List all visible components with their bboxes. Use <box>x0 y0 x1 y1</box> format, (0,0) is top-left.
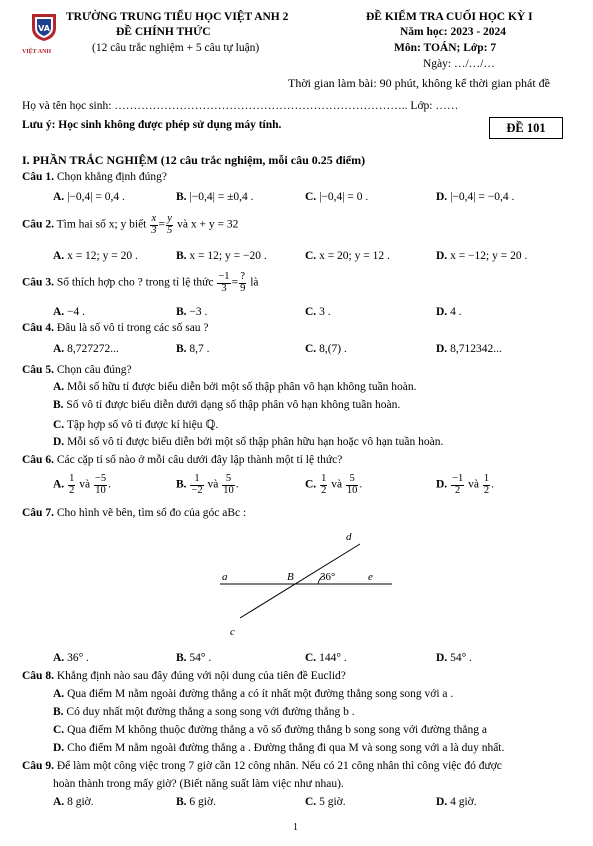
date-line: Ngày: …/…/… <box>423 58 495 70</box>
point-label-b: B <box>287 571 294 583</box>
q8-option-d: D. Cho điểm M nằm ngoài đường thẳng a . Đường thẳng đi qua M và song song với a là duy nhất. <box>53 742 505 754</box>
school-logo <box>30 12 58 42</box>
q3-option-c: C. 3 . <box>305 306 331 318</box>
q9-option-d: D. 4 giờ. <box>436 796 477 808</box>
point-label-c: c <box>230 626 235 638</box>
q4-option-d: D. 8,712342... <box>436 343 502 355</box>
question-1 <box>22 171 167 183</box>
q1-option-c: C. |−0,4| = 0 . <box>305 191 369 203</box>
q7-option-c: C. 144° . <box>305 652 347 664</box>
point-label-d: d <box>346 531 352 543</box>
q7-option-b: B. 54° . <box>176 652 212 664</box>
question-6: Câu 6. Các cặp tỉ số nào ở mỗi câu dưới đây lập thành một tỉ lệ thức? <box>22 454 343 466</box>
question-7: Câu 7. Cho hình vẽ bên, tìm số đo của góc aBc : <box>22 507 247 519</box>
question-label: Câu 1. <box>22 171 54 183</box>
q5-option-b: B. Số vô tỉ được biểu diễn dưới dạng số thập phân vô hạn không tuần hoàn. <box>53 399 401 411</box>
q2-option-d: D. x = −12; y = 20 . <box>436 250 528 262</box>
page-number: 1 <box>293 822 298 833</box>
question-text: Chọn khẳng định đúng? <box>56 171 168 183</box>
q4-option-c: C. 8,(7) . <box>305 343 347 355</box>
angle-label: 36° <box>320 571 336 583</box>
q5-option-c: C. Tập hợp số vô tỉ được kí hiệu ℚ. <box>53 419 219 431</box>
q6-option-c: C. $\frac{1}{2}$ và $\frac{5}{10}$ . <box>305 473 363 496</box>
q4-option-b: B. 8,7 . <box>176 343 210 355</box>
q1-option-d: D. |−0,4| = −0,4 . <box>436 191 515 203</box>
question-9: Câu 9. Để làm một công việc trong 7 giờ cần 12 công nhân. Nếu có 21 công nhân thì công việc đó được <box>22 760 502 772</box>
question-5: Câu 5. Chọn câu đúng? <box>22 364 132 376</box>
q1-option-a: A. |−0,4| = 0,4 . <box>53 191 125 203</box>
point-label-a: a <box>222 571 228 583</box>
q3-option-b: B. −3 . <box>176 306 208 318</box>
duration: Thời gian làm bài: 90 phút, không kể thời gian phát đề <box>288 76 550 90</box>
exam-code-box: ĐỀ 101 <box>489 117 563 139</box>
q8-option-c: C. Qua điểm M không thuộc đường thẳng a vô số đường thẳng b song song với đường thẳng a <box>53 724 487 736</box>
q4-option-a: A. 8,727272... <box>53 343 119 355</box>
q6-option-b: B. $\frac{1}{-2}$ và $\frac{5}{10}$ . <box>176 473 239 496</box>
logo-text: VIỆT ANH <box>22 49 52 55</box>
note: Lưu ý: Học sinh không được phép sử dụng máy tính. <box>22 119 282 131</box>
q5-option-a: A. Mỗi số hữu tỉ được biểu diễn bởi một số thập phân vô hạn không tuần hoàn. <box>53 381 417 393</box>
q9-option-a: A. 8 giờ. <box>53 796 94 808</box>
q8-option-a: A. Qua điểm M nằm ngoài đường thẳng a có ít nhất một đường thẳng song song với a . <box>53 688 454 700</box>
q2-option-c: C. x = 20; y = 12 . <box>305 250 390 262</box>
angle-figure <box>200 528 400 643</box>
q7-option-a: A. 36° . <box>53 652 89 664</box>
q6-option-d: D. $\frac{-1}{2}$ và $\frac{1}{2}$ . <box>436 473 494 496</box>
q2-option-b: B. x = 12; y = −20 . <box>176 250 267 262</box>
composition: (12 câu trắc nghiệm + 5 câu tự luận) <box>92 42 260 54</box>
question-4: Câu 4. Đâu là số vô tỉ trong các số sau ? <box>22 322 209 334</box>
question-9-line-2: hoàn thành trong mấy giờ? (Biết năng suất làm việc như nhau). <box>53 778 344 790</box>
q9-option-b: B. 6 giờ. <box>176 796 216 808</box>
official-label: ĐỀ CHÍNH THỨC <box>116 26 211 38</box>
q6-option-a: A. $\frac{1}{2}$ và $\frac{-5}{10}$ . <box>53 473 111 496</box>
q1-option-b: B. |−0,4| = ±0,4 . <box>176 191 254 203</box>
q5-option-d: D. Mỗi số vô tỉ được biểu diễn bởi một số thập phân hữu hạn hoặc vô hạn tuần hoàn. <box>53 436 444 448</box>
school-year: Năm học: 2023 - 2024 <box>400 26 507 38</box>
line-dc <box>240 544 360 618</box>
point-label-e: e <box>368 571 373 583</box>
q7-option-d: D. 54° . <box>436 652 472 664</box>
q2-option-a: A. x = 12; y = 20 . <box>53 250 138 262</box>
q3-option-a: A. −4 . <box>53 306 86 318</box>
q9-option-c: C. 5 giờ. <box>305 796 346 808</box>
school-name: TRƯỜNG TRUNG TIỂU HỌC VIỆT ANH 2 <box>66 11 289 23</box>
question-3: Câu 3. Số thích hợp cho ? trong tỉ lệ thức $\frac{-1}{3}$ = $\frac{?}{9}$ là <box>22 271 259 294</box>
q8-option-b: B. Có duy nhất một đường thẳng a song song với đường thẳng b . <box>53 706 355 718</box>
q3-option-d: D. 4 . <box>436 306 462 318</box>
question-2: Câu 2. Tìm hai số x; y biết $\frac{x}{3}$ = $\frac{y}{5}$ và x + y = 32 <box>22 213 239 236</box>
student-name-line: Họ và tên học sinh: ………………………………………………………………….. Lớp: …… <box>22 100 459 112</box>
section-title: I. PHẦN TRẮC NGHIỆM (12 câu trắc nghiệm, mỗi câu 0.25 điểm) <box>22 153 366 167</box>
question-8: Câu 8. Khẳng định nào sau đây đúng với nội dung của tiên đề Euclid? <box>22 670 346 682</box>
exam-title: ĐỀ KIỂM TRA CUỐI HỌC KỲ I <box>366 11 533 23</box>
subject: Môn: TOÁN; Lớp: 7 <box>394 42 497 54</box>
svg-text:VA: VA <box>38 24 50 33</box>
